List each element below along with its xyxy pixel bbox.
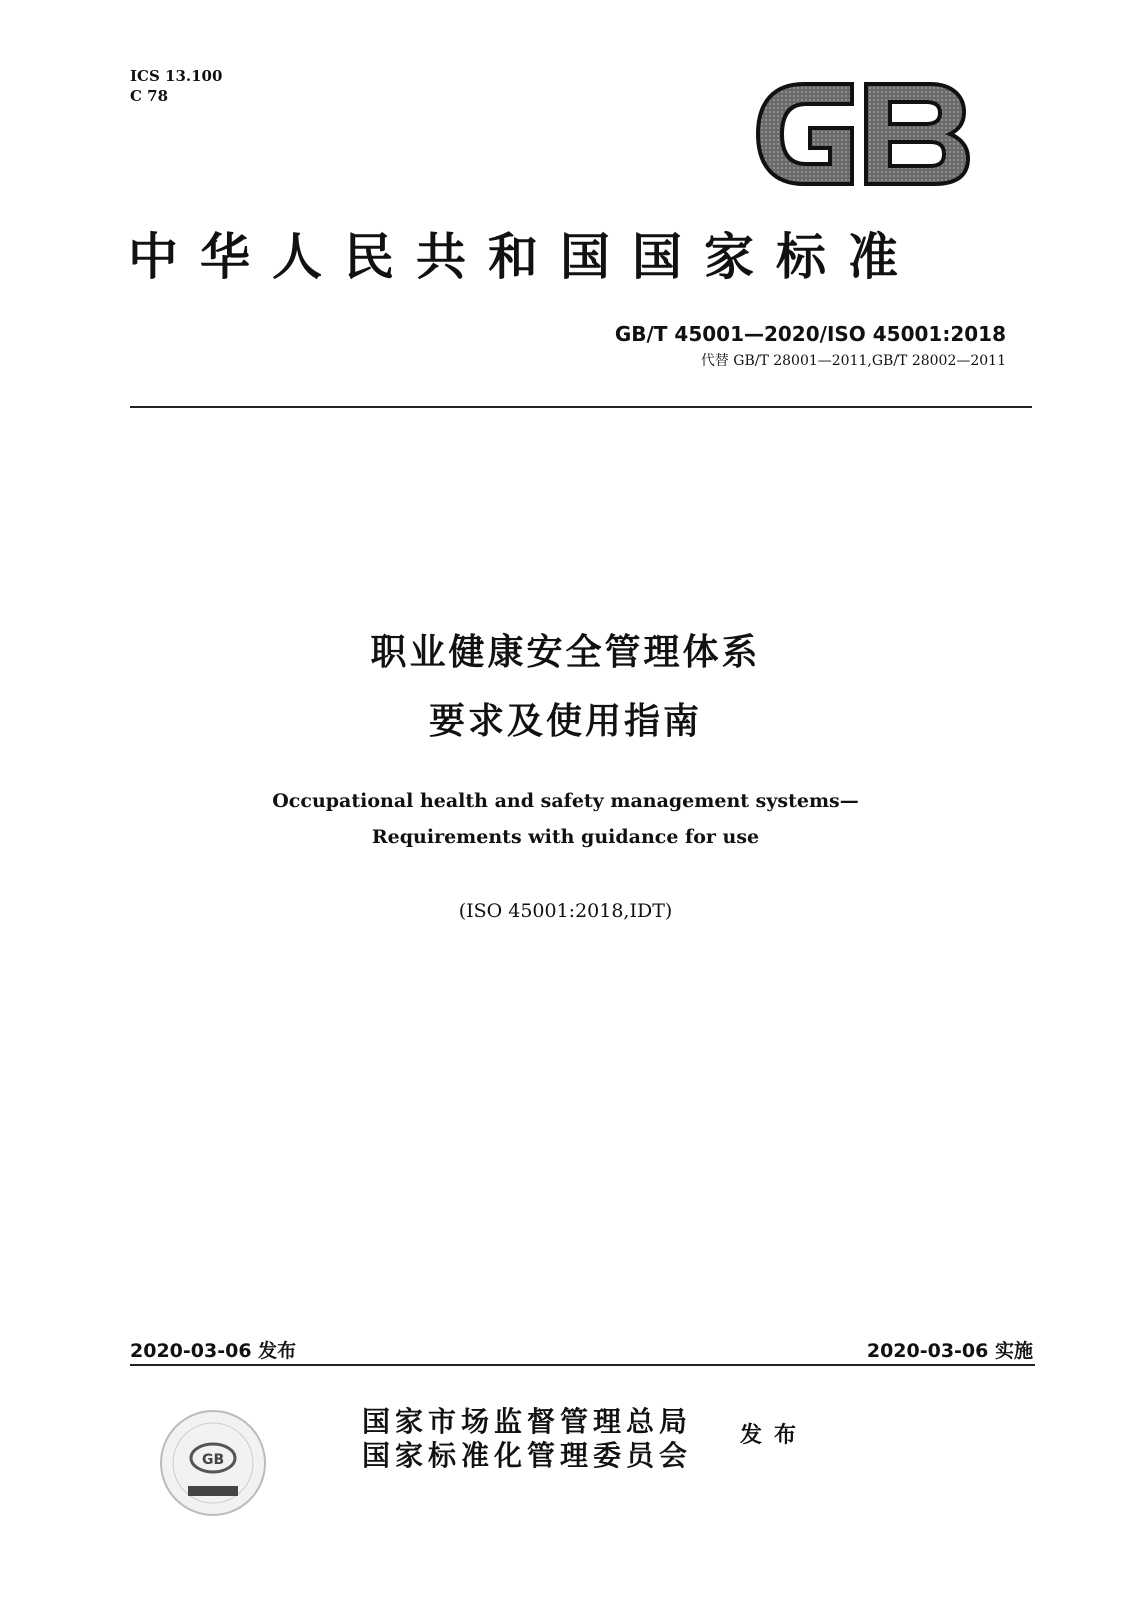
issuer-line1: 国家市场监督管理总局 (362, 1405, 693, 1438)
implementation-date: 2020-03-06 实施 (866, 1340, 1033, 1362)
chinese-title-line1: 职业健康安全管理体系 (370, 632, 761, 673)
header-divider (130, 406, 1032, 408)
english-title-line2: Requirements with guidance for use (371, 826, 760, 848)
svg-text:GB: GB (202, 1452, 225, 1468)
gb-logo (752, 78, 974, 190)
ccs-code: C 78 (130, 87, 169, 105)
footer-divider (130, 1364, 1035, 1366)
standard-number: GB/T 45001—2020/ISO 45001:2018 (614, 322, 1006, 346)
publish-label: 发布 (740, 1422, 809, 1448)
anti-counterfeit-seal (158, 1408, 268, 1518)
adoption-note: (ISO 45001:2018,IDT) (458, 900, 673, 922)
issue-date: 2020-03-06 发布 (130, 1340, 297, 1362)
replaces-standards: 代替 GB/T 28001—2011,GB/T 28002—2011 (700, 353, 1006, 369)
chinese-title-line2: 要求及使用指南 (428, 701, 702, 742)
english-title-line1: Occupational health and safety management systems— (272, 790, 859, 812)
classification-codes (130, 66, 222, 106)
national-standard-title: 中华人民共和国国家标准 (128, 227, 920, 286)
ics-code: ICS 13.100 (130, 67, 223, 85)
issuer-line2: 国家标准化管理委员会 (362, 1439, 693, 1472)
